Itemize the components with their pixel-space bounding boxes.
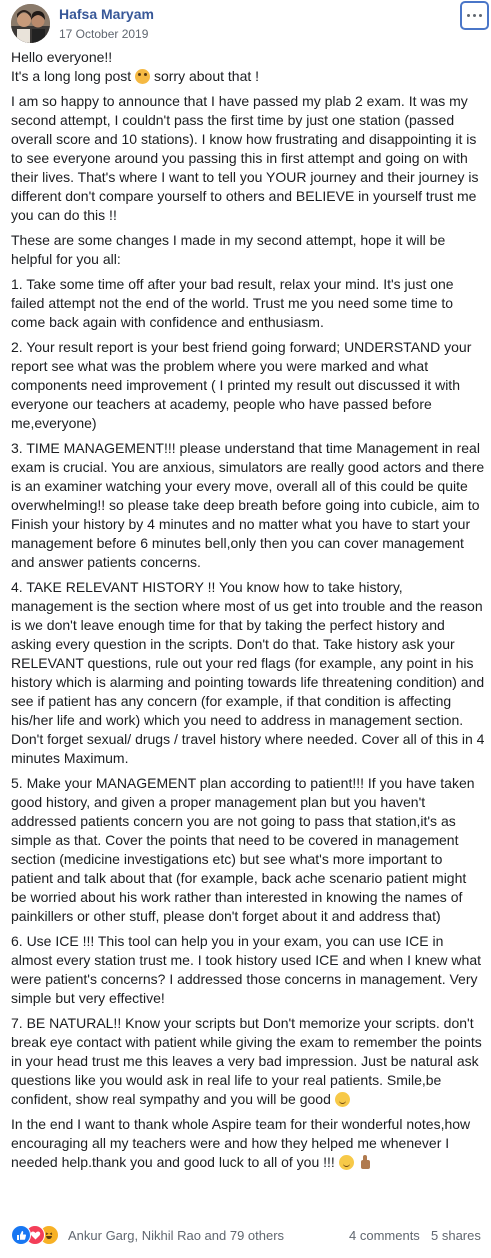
- flushed-face-icon: [135, 69, 150, 84]
- paragraph-text: In the end I want to thank whole Aspire team for their wonderful notes,how encouraging all my teachers were and how they helped me whenever I needed help.thank you and good luck to all of you !!!: [11, 1116, 471, 1170]
- post-paragraph: 4. TAKE RELEVANT HISTORY !! You know how to take history, management is the section where most of us get into trouble and the reason is we don't leave enough time for that by taking the perfect history and asking every question in the scripts. Don't do that. Take history ask your RELEVANT questions, rule out your red flags (for example, any point in his history which is alarming and pointing towards life threatening condition) and see if patient has any concern (for example, if that condition is affecting his/her life and work) which you need to address in management section. Don't forget sexual/ drugs / travel history where needed. Cover all of this in 4 minutes Maximum.: [11, 579, 485, 766]
- avatar[interactable]: [11, 4, 50, 43]
- comments-link[interactable]: 4 comments: [349, 1228, 420, 1243]
- post-paragraph: [11, 48, 485, 86]
- like-icon: [11, 1225, 31, 1245]
- post-paragraph: 3. TIME MANAGEMENT!!! please understand that time Management in real exam is crucial. You are anxious, simulators are really good actors and there is an examiner watching your every move, overall all of this could be quite overwhelming!! so please take deep breath before going into cubicle, aim to Finish your history by 4 minutes and no matter what you have to start your management before 6 minutes bell,only then you can cover management and answer patients concerns.: [11, 440, 485, 570]
- more-options-button[interactable]: [460, 1, 489, 30]
- reactors-text[interactable]: Ankur Garg, Nikhil Rao and 79 others: [68, 1228, 285, 1243]
- paragraph-text: Hello everyone!! It's a long long post: [11, 49, 132, 84]
- post-footer: [0, 1221, 491, 1251]
- smiling-face-icon: [339, 1155, 354, 1170]
- post-paragraph: I am so happy to announce that I have passed my plab 2 exam. It was my second attempt, I couldn't pass the first time by just one station (passed overall score and 10 stations). I know how frustrating and disappointing it is to see everyone around you passing this in first attempt and going on with their lives. That's where I want to tell you YOUR journey and their journey is different don't compare yourself to others and BELIEVE in yourself trust me you can do this !!: [11, 93, 479, 223]
- reactions-summary[interactable]: [11, 1225, 67, 1245]
- smiling-face-icon: [335, 1092, 350, 1107]
- post-paragraph: [11, 1115, 485, 1172]
- post-paragraph: 2. Your result report is your best friend going forward; UNDERSTAND your report see what was the problem where you were marked and what components need improvement ( I printed my result out discussed it with everyone our teachers at academy, people who have passed before me,everyone): [11, 339, 472, 431]
- more-horizontal-icon: [467, 14, 470, 17]
- post-paragraph: 6. Use ICE !!! This tool can help you in your exam, you can use ICE in almost every station trust me. I took history used ICE and when I knew what were patient's concerns? I addressed those concerns in management. Very simple but very effective!: [11, 933, 481, 1006]
- post-body: [11, 48, 485, 1178]
- post-date[interactable]: 17 October 2019: [59, 27, 149, 41]
- paragraph-text: [354, 1154, 358, 1170]
- post-paragraph: 1. Take some time off after your bad result, relax your mind. It's just one failed attempt not the end of the world. Trust me you need some time to come back again with confidence and enthusiasm.: [11, 276, 454, 330]
- author-name[interactable]: Hafsa Maryam: [59, 6, 154, 22]
- post-paragraph: 5. Make your MANAGEMENT plan according to patient!!! If you have taken good history, and given a proper management plan but you haven't addressed patients concern you are not going to pass that station,it's as simple as that. Cover the points that need to be covered in management section (medicine investigations etc) but see what's more important to patient and talk about that (for example, back ache scenario patient might be worried about his work rather than interested in knowing the names of painkillers or other stuff, please don't forget about it and address that): [11, 775, 475, 924]
- thumbs-up-icon: [358, 1155, 373, 1170]
- more-dot: [479, 14, 482, 17]
- shares-link[interactable]: 5 shares: [431, 1228, 481, 1243]
- more-dot: [473, 14, 476, 17]
- paragraph-text: sorry about that !: [150, 68, 260, 84]
- post-paragraph: [11, 1014, 485, 1109]
- post-header: [0, 0, 491, 46]
- post-paragraph: These are some changes I made in my second attempt, hope it will be helpful for you all:: [11, 232, 446, 267]
- paragraph-text: 7. BE NATURAL!! Know your scripts but Don't memorize your scripts. don't break eye contact with patient while giving the exam to remember the points in your head trust me this leaves a very bad impression. Just be natural ask questions like you would ask in real life to your real patients. Smile,be confident, show real sympathy and you will be good: [11, 1015, 482, 1107]
